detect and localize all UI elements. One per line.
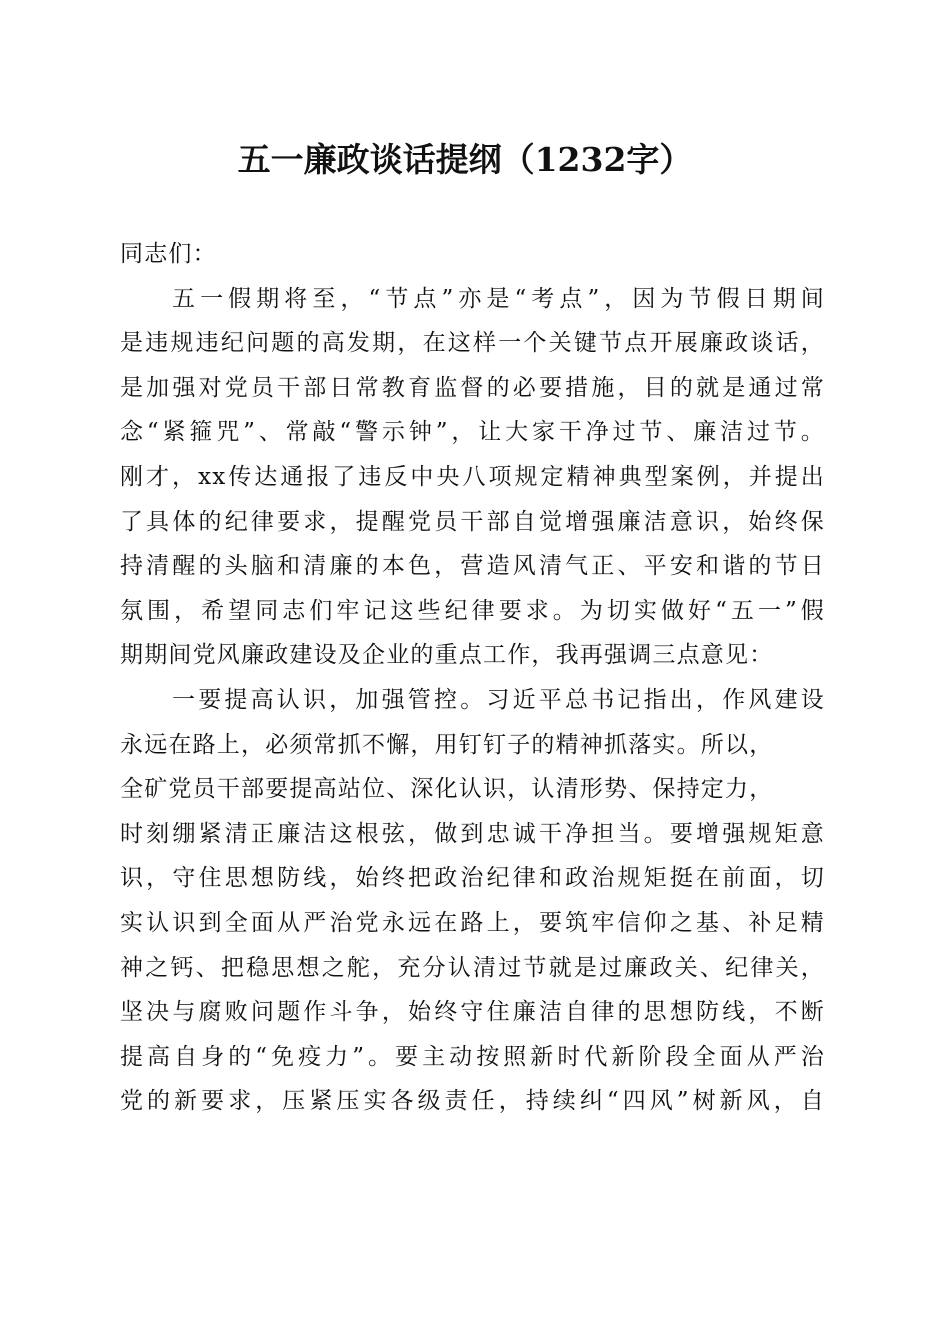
text-line: 坚决与腐败问题作斗争，始终守住廉洁自律的思想防线，不断: [120, 999, 825, 1026]
text-line: 同志们：: [120, 241, 217, 267]
text-line: 五一假期将至，“节点”亦是“考点”，因为节假日期间: [172, 285, 825, 312]
text-line: 实认识到全面从严治党永远在路上，要筑牢信仰之基、补足精: [120, 909, 825, 936]
text-line: 神之钙、把稳思想之舵，充分认清过节就是过廉政关、纪律关，: [120, 954, 825, 981]
text-line: 是违规违纪问题的高发期，在这样一个关键节点开展廉政谈话，: [120, 330, 825, 357]
text-line: 一要提高认识，加强管控。习近平总书记指出，作风建设: [172, 686, 825, 713]
text-line: 了具体的纪律要求，提醒党员干部自觉增强廉洁意识，始终保: [120, 508, 825, 535]
text-line: 是加强对党员干部日常教育监督的必要措施，目的就是通过常: [120, 374, 825, 401]
text-line: 提高自身的“免疫力”。要主动按照新时代新阶段全面从严治: [120, 1043, 825, 1070]
text-line: 念“紧箍咒”、常敲“警示钟”，让大家干净过节、廉洁过节。: [120, 419, 825, 446]
text-line: 识，守住思想防线，始终把政治纪律和政治规矩挺在前面，切: [120, 865, 825, 892]
text-line: 氛围，希望同志们牢记这些纪律要求。为切实做好“五一”假: [120, 597, 825, 624]
text-line: 持清醒的头脑和清廉的本色，营造风清气正、平安和谐的节日: [120, 553, 825, 580]
text-line: 永远在路上，必须常抓不懈，用钉钉子的精神抓落实。所以，: [120, 731, 774, 758]
text-line: 刚才，xx传达通报了违反中央八项规定精神典型案例，并提出: [120, 463, 825, 490]
text-line: 时刻绷紧清正廉洁这根弦，做到忠诚干净担当。要增强规矩意: [120, 820, 825, 847]
document-body: [120, 232, 840, 1124]
text-line: 党的新要求，压紧压实各级责任，持续纠“四风”树新风，自: [120, 1088, 825, 1115]
text-line: 期期间党风廉政建设及企业的重点工作，我再强调三点意见：: [120, 642, 774, 669]
document-title: 五一廉政谈话提纲（1232字）: [237, 140, 693, 179]
text-line: 全矿党员干部要提高站位、深化认识，认清形势、保持定力，: [120, 776, 774, 803]
